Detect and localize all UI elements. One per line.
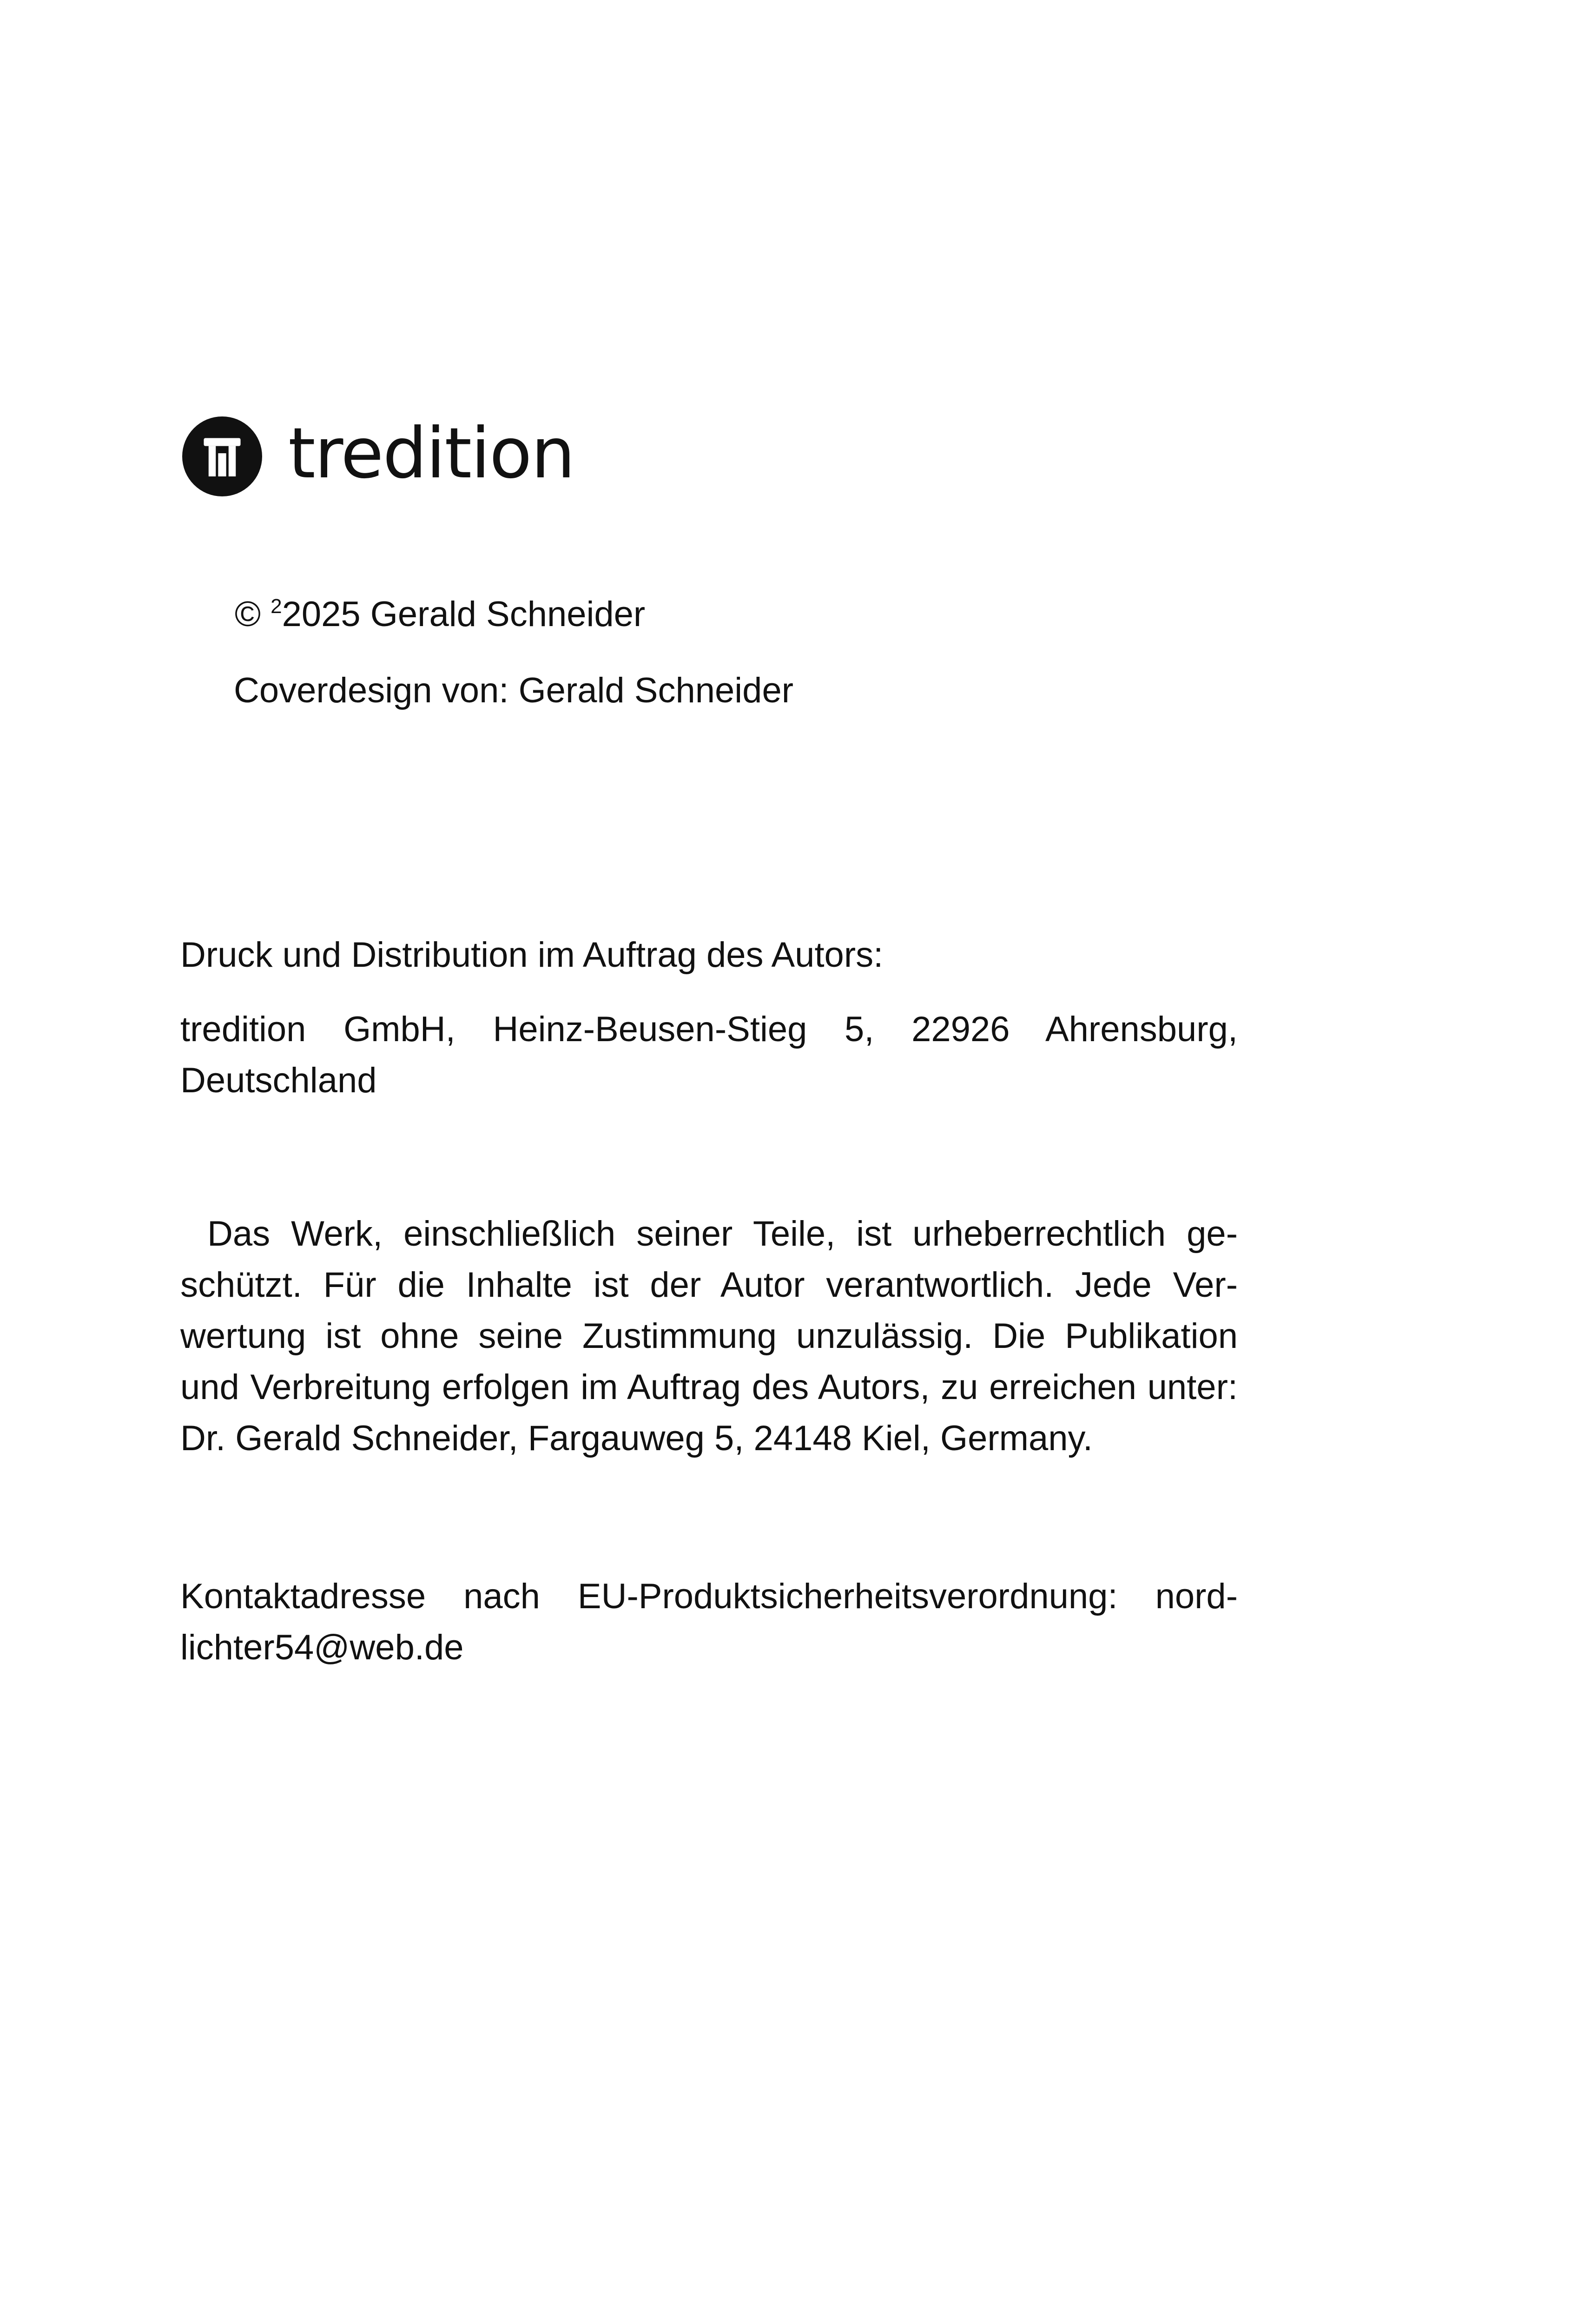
publisher-wordmark: tredition — [288, 413, 574, 494]
copyright-notice: Das Werk, einschließlich seiner Teile, ist urheberrechtlich geschützt. Für die Inhalte ist der Autor verantwortlich. Jede Verwertung ist ohne seine Zustimmung unzulässig. Die Publikation und Verbreitung erfolgen im Auftrag des Autors, zu erreichen unter: Dr. Gerald Schneider, Fargauweg 5, 24148 Kiel, Germany. — [180, 1214, 1238, 1458]
tredition-mark-icon — [182, 416, 262, 496]
edition-superscript: 2 — [271, 595, 282, 618]
distribution-address: tredition GmbH, Heinz-Beusen-Stieg 5, 22926 Ahrensburg, Deutschland — [180, 1010, 1238, 1100]
distribution-heading: Druck und Distribution im Auftrag des Autors: — [180, 935, 884, 975]
copyright-line — [235, 593, 645, 635]
contact-address: Kontaktadresse nach EU-Produktsicherheitsverordnung: nordlichter54@web.de — [180, 1577, 1238, 1667]
copyright-text: 2025 Gerald Schneider — [282, 594, 646, 634]
publisher-logo — [182, 413, 574, 496]
copyright-symbol: © — [235, 594, 261, 634]
coverdesign-credit: Coverdesign von: Gerald Schneider — [234, 671, 794, 710]
